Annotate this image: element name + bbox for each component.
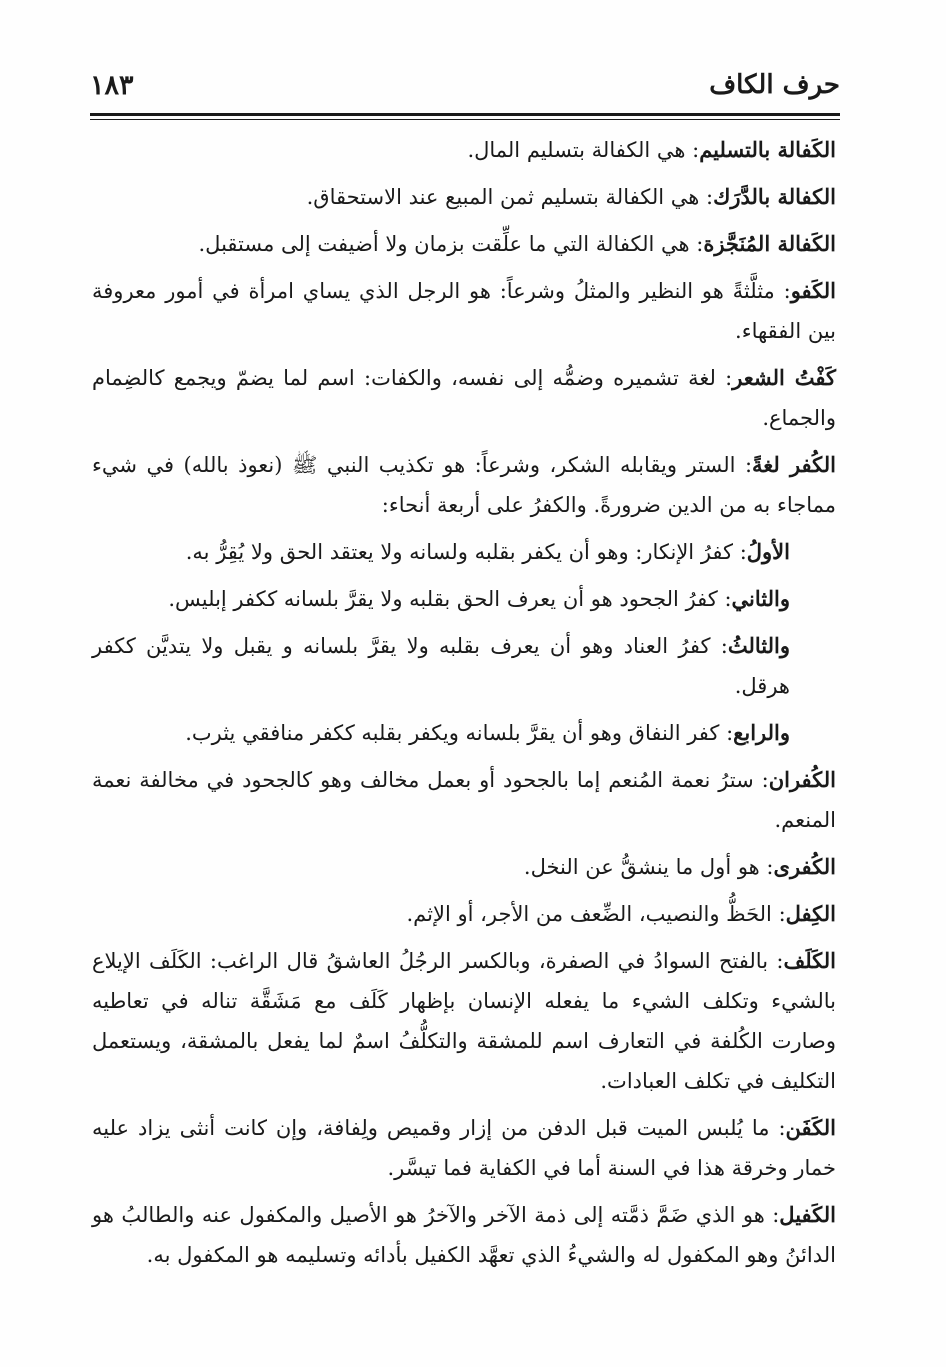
entry-term: الكَفيل	[779, 1202, 836, 1227]
entry-kalaf	[92, 941, 836, 1101]
entry-kafala-taslim	[92, 130, 836, 170]
entry-kafil	[92, 1195, 836, 1275]
entry-kaft-shaar	[92, 358, 836, 438]
entry-kafan	[92, 1108, 836, 1188]
entry-kufr-first	[92, 532, 836, 572]
entry-term: الأولُ	[746, 539, 790, 564]
entry-kufra	[92, 847, 836, 887]
entry-definition: : كفرُ الجحود هو أن يعرف الحق بقلبه ولا يقرَّ بلسانه ككفر إبليس.	[168, 587, 732, 611]
entry-definition: : هي الكفالة بتسليم المال.	[467, 138, 700, 162]
entry-definition: : هي الكفالة بتسليم ثمن المبيع عند الاستحقاق.	[306, 185, 714, 209]
entry-definition: : ما يُلبس الميت قبل الدفن من إزار وقميص ولِفافة، وإن كانت أنثى يزاد عليه خمار وخرقة هذا في السنة أما في الكفاية فما تيسَّر.	[92, 1116, 836, 1180]
entry-term: الكُفران	[768, 767, 836, 792]
entry-definition: : كفرُ الإنكار: وهو أن يكفر بقلبه ولسانه ولا يعتقد الحق ولا يُقِرُّ به.	[185, 540, 747, 564]
entry-term: الكُفر لغةً	[752, 452, 837, 477]
entry-definition: : هي الكفالة التي ما علِّقت بزمان ولا أضيفت إلى مستقبل.	[198, 232, 704, 256]
entry-kufr-third	[92, 626, 836, 706]
entry-definition: : هو الذي ضَمَّ ذمَّته إلى ذمة الآخر والآخرُ هو الأصيل والمكفول عنه والطالبُ هو الدائنُ وهو المكفول له والشيءُ الذي تعهَّد الكفيل بأدائه وتسليمه هو المكفول به.	[92, 1203, 836, 1267]
entry-definition: : هو أول ما ينشقُّ عن النخل.	[523, 855, 774, 879]
entry-kafw	[92, 271, 836, 351]
entry-kufr-second	[92, 579, 836, 619]
entry-term: الكَلَف	[783, 948, 836, 973]
entry-term: الكَفالة بالتسليم	[699, 137, 836, 162]
entry-definition: : كفر النفاق وهو أن يقرَّ بلسانه ويكفر بقلبه ككفر منافقي يثرب.	[185, 721, 734, 745]
entry-definition: : الحَظُّ والنصيب، الضِّعف من الأجر، أو الإثم.	[406, 902, 786, 926]
entry-kufr	[92, 445, 836, 525]
header-rule-thin	[90, 119, 840, 120]
entry-definition: : الستر ويقابله الشكر، وشرعاً: هو تكذيب النبي ﷺ (نعوذ بالله) في شيء مماجاء به من الدين ضرورةً. والكفرُ على أربعة أنحاء:	[92, 453, 836, 517]
entry-term: والرابع	[733, 720, 790, 745]
entry-definition: : لغة تشميره وضمُّه إلى نفسه، والكفات: اسم لما يضمّ ويجمع كالضِمام والجماع.	[92, 366, 836, 430]
entry-definition: : كفرُ العناد وهو أن يعرف بقلبه ولا يقرَّ بلسانه و يقبل ولا يتديَّن ككفر هرقل.	[92, 634, 790, 698]
entry-kifl	[92, 894, 836, 934]
dictionary-entries	[92, 130, 836, 1282]
entry-term: الكَفو	[790, 278, 836, 303]
entry-term: كَفْتُ الشعر	[732, 365, 836, 390]
page-number: ١٨٣	[90, 70, 134, 101]
running-head: حرف الكاف	[709, 70, 840, 100]
header-rule-thick	[90, 113, 840, 116]
entry-term: الكَفالة المُنَجَّزة	[703, 231, 836, 256]
entry-definition: : مثلَّثةً هو النظير والمثلُ وشرعاً: هو الرجل الذي يساي امرأة في أمور معروفة بين الفقهاء.	[92, 279, 836, 343]
entry-term: الكَفَن	[785, 1115, 836, 1140]
page-header	[90, 68, 840, 108]
entry-definition: : بالفتح السوادُ في الصفرة، وبالكسر الرجُلُ العاشقُ قال الراغب: الكَلَف الإيلاع بالشيء وتكلف الشيء ما يفعله الإنسان بإظهار كَلَف مع مَشَقَّة تناله في تعاطيه وصارت الكُلفة في التعارف اسم للمشقة والتكلُّفُ اسمٌ لما يفعل بالمشقة، ويستعمل التكليف في تكلف العبادات.	[92, 949, 836, 1093]
entry-term: الكُفرى	[773, 854, 836, 879]
entry-term: والثالثُ	[727, 633, 790, 658]
entry-term: الكِفل	[785, 901, 836, 926]
entry-kufr-fourth	[92, 713, 836, 753]
entry-definition: : سترُ نعمة المُنعم إما بالجحود أو بعمل مخالف وهو كالجحود في مخالفة نعمة المنعم.	[92, 768, 836, 832]
entry-kafala-darak	[92, 177, 836, 217]
entry-term: الكفالة بالدَّرَك	[713, 184, 836, 209]
entry-kafala-munajjaza	[92, 224, 836, 264]
entry-kufran	[92, 760, 836, 840]
entry-term: والثاني	[731, 586, 790, 611]
